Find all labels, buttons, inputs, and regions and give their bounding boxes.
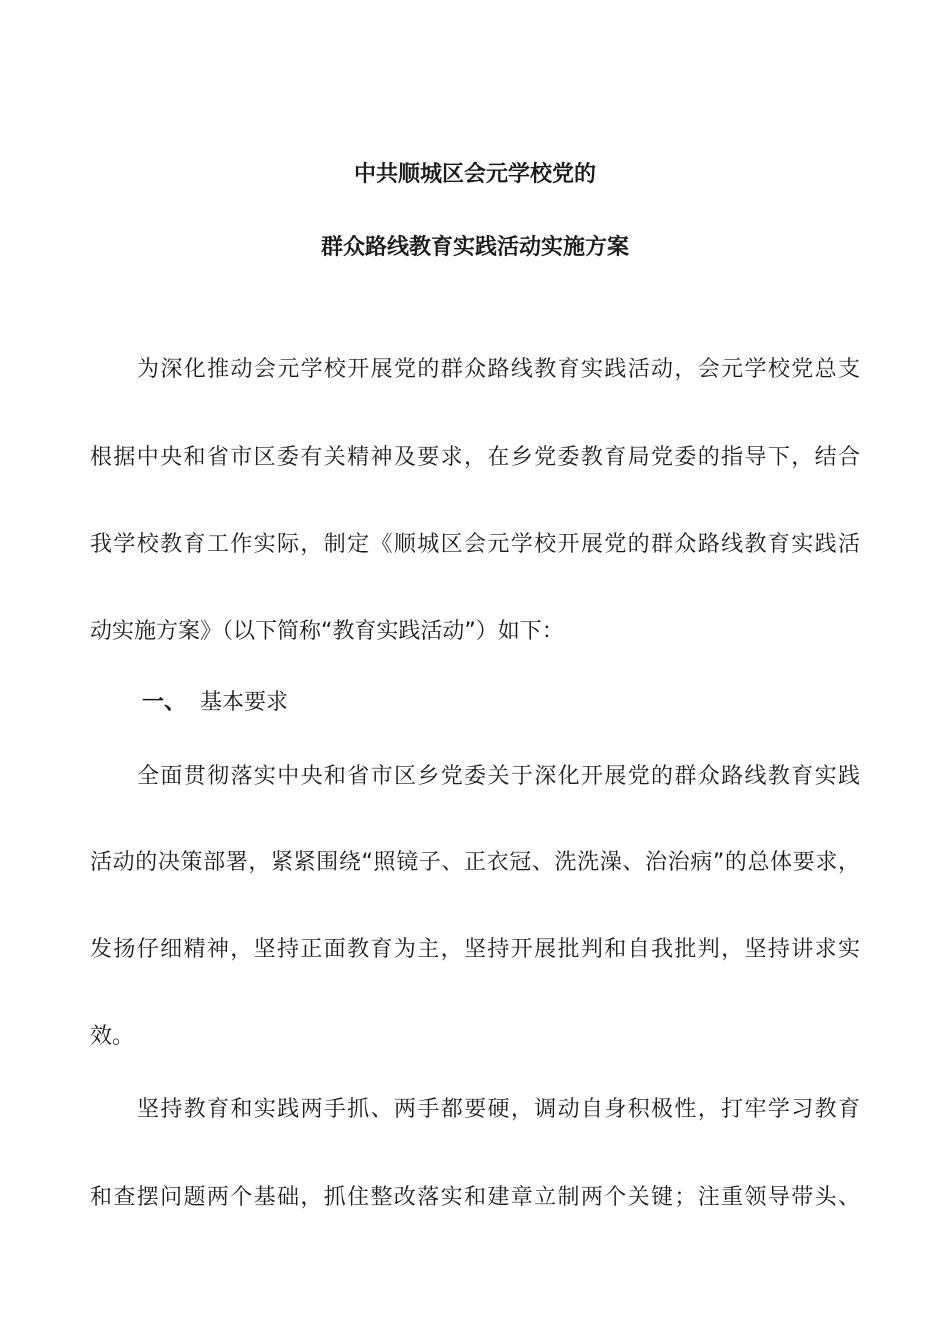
document-title-line-2: 群众路线教育实践活动实施方案 bbox=[320, 235, 629, 260]
para1-line-2: 活动的决策部署，紧紧围绕“照镜子、正衣冠、洗洗澡、治治病”的总体要求， bbox=[90, 850, 860, 875]
intro-line-2: 根据中央和省市区委有关精神及要求，在乡党委教育局党委的指导下，结合 bbox=[90, 445, 860, 470]
intro-line-1: 为深化推动会元学校开展党的群众路线教育实践活动，会元学校党总支 bbox=[137, 357, 860, 382]
para1-line-4: 效。 bbox=[90, 1024, 135, 1049]
para2-line-2: 和查摆问题两个基础，抓住整改落实和建章立制两个关键；注重领导带头、 bbox=[90, 1185, 860, 1210]
document-title-line-1: 中共顺城区会元学校党的 bbox=[353, 162, 596, 187]
intro-line-4: 动实施方案》（以下简称“教育实践活动”）如下： bbox=[90, 619, 564, 644]
para1-line-1: 全面贯彻落实中央和省市区乡党委关于深化开展党的群众路线教育实践 bbox=[137, 764, 860, 789]
para1-line-3: 发扬仔细精神，坚持正面教育为主，坚持开展批判和自我批判，坚持讲求实 bbox=[90, 937, 860, 962]
intro-line-3: 我学校教育工作实际，制定《顺城区会元学校开展党的群众路线教育实践活 bbox=[90, 532, 860, 557]
section-number: 一、 bbox=[142, 690, 187, 715]
section-heading-text: 基本要求 bbox=[200, 690, 289, 715]
para2-line-1: 坚持教育和实践两手抓、两手都要硬，调动自身积极性，打牢学习教育 bbox=[137, 1097, 860, 1122]
section-heading bbox=[142, 688, 288, 718]
